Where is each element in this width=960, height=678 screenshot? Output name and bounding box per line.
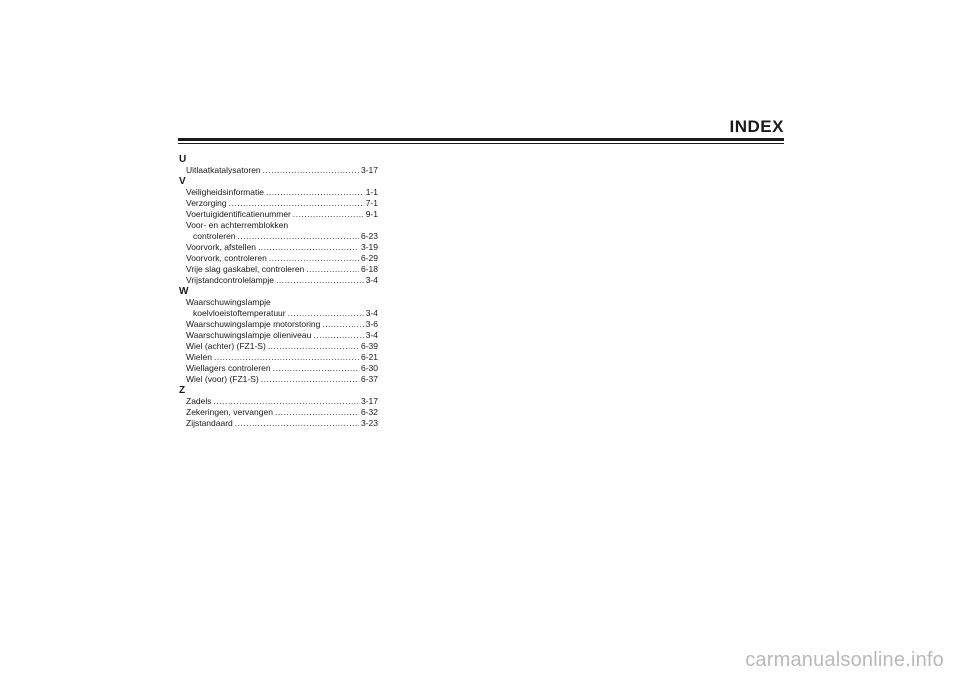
dot-leader bbox=[269, 253, 359, 264]
dot-leader bbox=[268, 341, 359, 352]
header-rule-thick bbox=[178, 138, 784, 141]
dot-leader bbox=[229, 198, 364, 209]
index-entry-label: Wiel (voor) (FZ1-S) bbox=[186, 374, 259, 384]
dot-leader bbox=[293, 209, 364, 220]
index-section-letter: V bbox=[179, 176, 186, 187]
index-entry-page: 6-37 bbox=[360, 374, 378, 384]
index-entry-page: 3-6 bbox=[365, 319, 378, 329]
index-section-letter: Z bbox=[179, 385, 186, 396]
index-entry-page: 6-21 bbox=[360, 352, 378, 362]
dot-leader bbox=[313, 330, 363, 341]
index-entry bbox=[179, 418, 378, 429]
index-entry-page: 3-4 bbox=[365, 330, 378, 340]
index-entry bbox=[179, 319, 378, 330]
dot-leader bbox=[214, 396, 359, 407]
dot-leader bbox=[214, 352, 359, 363]
dot-leader bbox=[288, 308, 364, 319]
index-entry-page: 6-29 bbox=[360, 253, 378, 263]
index-entry-page: 6-18 bbox=[360, 264, 378, 274]
watermark-text: carmanualsonline.info bbox=[745, 649, 944, 671]
index-section-letter: U bbox=[179, 154, 187, 165]
index-entry-page: 6-39 bbox=[360, 341, 378, 351]
dot-leader bbox=[238, 231, 359, 242]
index-entry-page: 7-1 bbox=[365, 198, 378, 208]
index-entry-label: Zijstandaard bbox=[186, 418, 233, 428]
index-entry bbox=[179, 308, 378, 319]
index-entry bbox=[179, 264, 378, 275]
index-entry bbox=[179, 187, 378, 198]
dot-leader bbox=[258, 242, 359, 253]
index-column bbox=[179, 154, 378, 429]
index-entry-label: Wiellagers controleren bbox=[186, 363, 271, 373]
index-entry-label: Waarschuwingslampje bbox=[186, 297, 271, 307]
index-entry bbox=[179, 209, 378, 220]
dot-leader bbox=[322, 319, 363, 330]
dot-leader bbox=[261, 374, 359, 385]
index-entry-page: 3-17 bbox=[360, 165, 378, 175]
index-entry bbox=[179, 352, 378, 363]
index-entry-label: Wiel (achter) (FZ1-S) bbox=[186, 341, 266, 351]
dot-leader bbox=[306, 264, 359, 275]
index-entry bbox=[179, 198, 378, 209]
header-rule-thin bbox=[178, 143, 784, 144]
index-entry bbox=[179, 165, 378, 176]
index-entry bbox=[179, 407, 378, 418]
index-entry bbox=[179, 242, 378, 253]
index-entry bbox=[179, 363, 378, 374]
index-entry-label: Wielen bbox=[186, 352, 212, 362]
dot-leader bbox=[273, 363, 359, 374]
index-entry bbox=[179, 253, 378, 264]
index-entry-label: Zadels bbox=[186, 396, 212, 406]
index-entry-page: 6-23 bbox=[360, 231, 378, 241]
index-entry-label: Vrije slag gaskabel, controleren bbox=[186, 264, 305, 274]
index-entry-page: 1-1 bbox=[365, 187, 378, 197]
dot-leader bbox=[263, 165, 359, 176]
index-entry-label: Waarschuwingslampje olieniveau bbox=[186, 330, 312, 340]
index-entry-label: Voorvork, afstellen bbox=[186, 242, 256, 252]
index-entry-label: Uitlaatkatalysatoren bbox=[186, 165, 261, 175]
index-entry-page: 3-4 bbox=[365, 308, 378, 318]
index-entry-label: Voorvork, controleren bbox=[186, 253, 267, 263]
dot-leader bbox=[266, 187, 364, 198]
index-entry bbox=[179, 374, 378, 385]
index-entry-page: 3-17 bbox=[360, 396, 378, 406]
index-entry bbox=[179, 330, 378, 341]
index-entry-label: Zekeringen, vervangen bbox=[186, 407, 273, 417]
dot-leader bbox=[235, 418, 359, 429]
index-entry-page: 3-4 bbox=[365, 275, 378, 285]
dot-leader bbox=[276, 275, 364, 286]
index-entry-page: 3-19 bbox=[360, 242, 378, 252]
index-entry-page: 6-32 bbox=[360, 407, 378, 417]
index-entry-page: 9-1 bbox=[365, 209, 378, 219]
index-entry-label: Verzorging bbox=[186, 198, 227, 208]
index-entry-page: 6-30 bbox=[360, 363, 378, 373]
index-entry-label: controleren bbox=[193, 231, 236, 241]
dot-leader bbox=[275, 407, 359, 418]
index-entry-label: koelvloeistoftemperatuur bbox=[193, 308, 286, 318]
index-entry bbox=[179, 341, 378, 352]
index-entry bbox=[179, 231, 378, 242]
index-entry-label: Veiligheidsinformatie bbox=[186, 187, 264, 197]
index-entry bbox=[179, 275, 378, 286]
index-entry-page: 3-23 bbox=[360, 418, 378, 428]
index-entry-label: Voor- en achterremblokken bbox=[186, 220, 289, 230]
index-section-letter: W bbox=[179, 286, 189, 297]
index-entry bbox=[179, 396, 378, 407]
index-entry-label: Vrijstandcontrolelampje bbox=[186, 275, 275, 285]
index-entry-label: Waarschuwingslampje motorstoring bbox=[186, 319, 321, 329]
page-title: INDEX bbox=[729, 117, 784, 136]
index-entry-label: Voertuigidentificatienummer bbox=[186, 209, 291, 219]
